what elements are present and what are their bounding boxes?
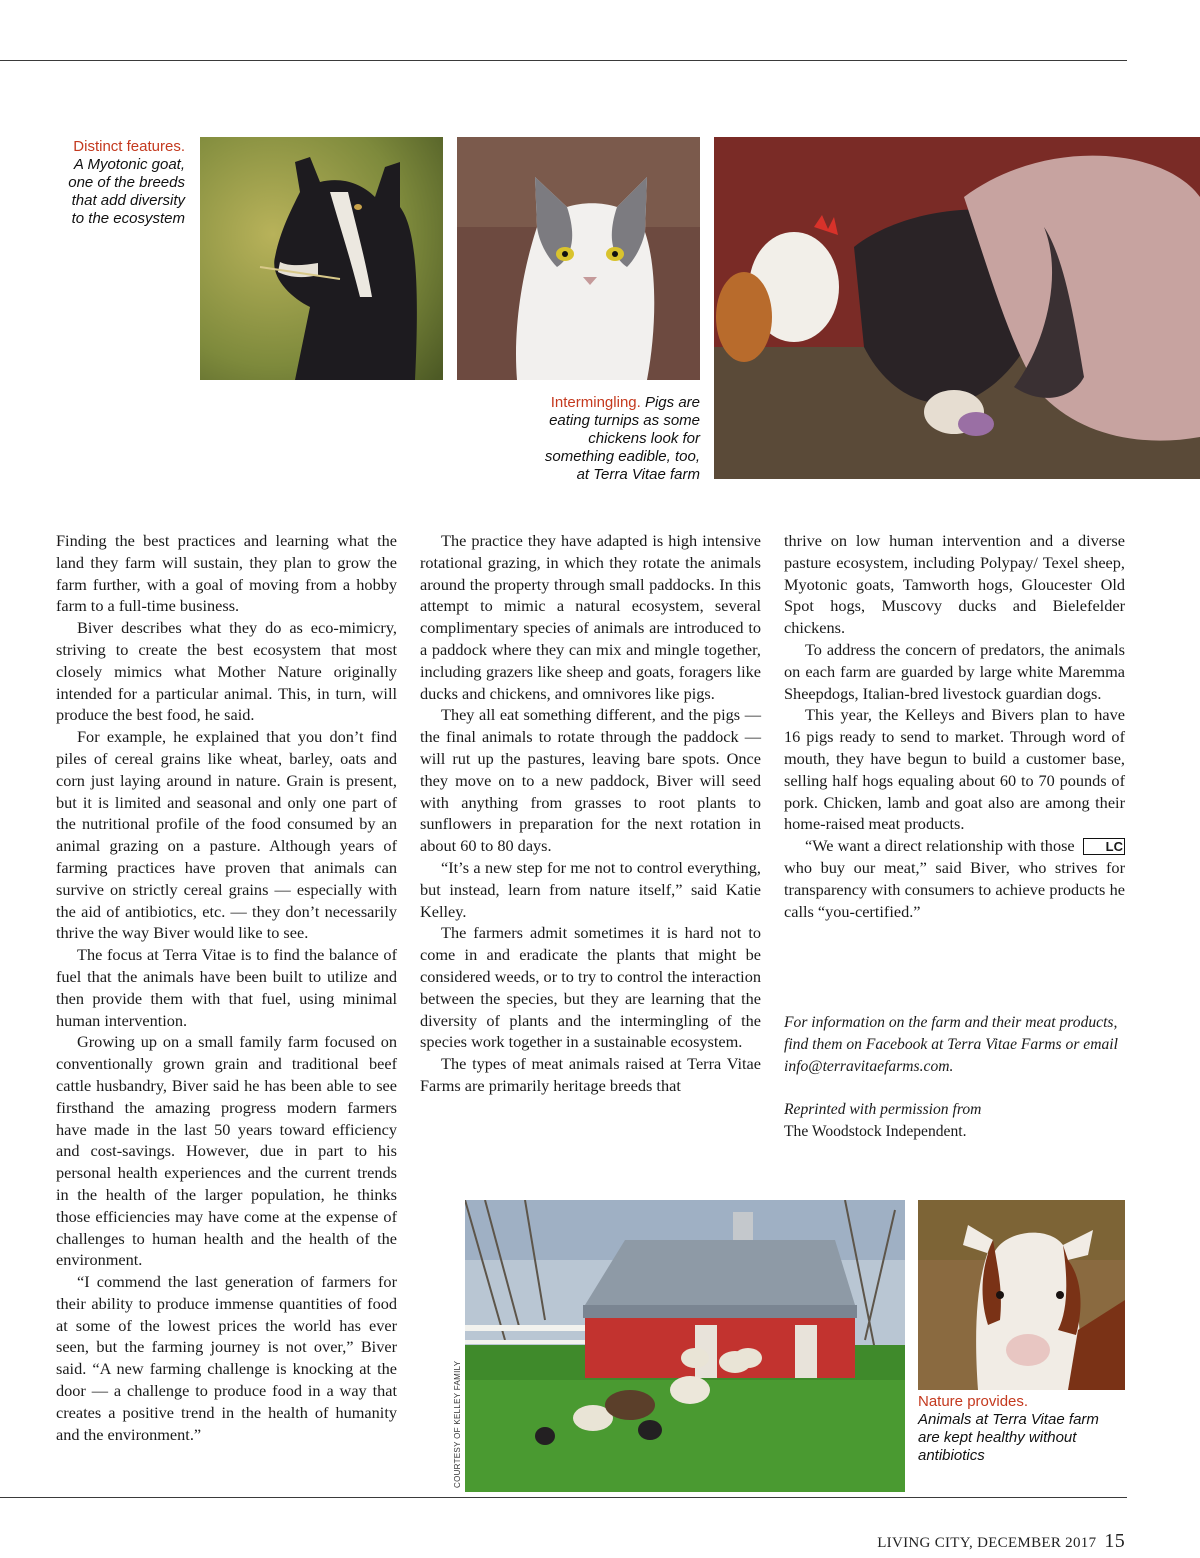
goat-caption-lead: Distinct features. xyxy=(73,138,185,155)
paragraph: “I commend the last generation of farmers for their ability to produce immense quantities of food at some of the lowest prices the world has ever seen, but the farming journey is not over,” Biver said. “A new farming challenge is knocking at the door — a challenge to produce food in a way that creates a positive trend in the health of humanity and the environment.” xyxy=(56,1272,397,1444)
footer-rule xyxy=(0,1497,1127,1498)
reprint-note xyxy=(784,1099,1125,1143)
article-column-2 xyxy=(420,530,761,1097)
cow-caption-body: Animals at Terra Vitae farm are kept healthy without antibiotics xyxy=(918,1411,1099,1464)
cow-photo xyxy=(918,1200,1125,1390)
paragraph: “It’s a new step for me not to control everything, but instead, learn from nature itself,” said Katie Kelley. xyxy=(420,857,761,921)
paragraph: Growing up on a small family farm focused on conventionally grown grain and traditional beef cattle husbandry, Biver said he has been able to see firsthand the amazing progress modern farmers have made in the last 50 years toward efficiency and cost-savings. However, due in part to his personal health experiences and the current trends in the health of the larger population, he thinks those efficiencies may have come at the expense of challenges to human health and the health of the environment. xyxy=(56,1032,397,1270)
end-mark-icon: LC xyxy=(1083,838,1125,855)
cow-caption xyxy=(918,1393,1118,1465)
pigs-caption-lead: Intermingling. xyxy=(550,394,641,411)
paragraph: Biver describes what they do as eco-mimicry, striving to create the best ecosystem that most closely mimics what Mother Nature originally intended for a particular animal. This, in turn, will produce the best food, he said. xyxy=(56,618,397,725)
paragraph-final-text: “We want a direct relationship with those who buy our meat,” said Biver, who strives for transparency with consumers to achieve products he calls “you-certified.” xyxy=(784,836,1125,921)
cow-caption-lead: Nature provides. xyxy=(918,1393,1029,1410)
goat-caption xyxy=(55,138,185,228)
goat-photo xyxy=(200,137,443,380)
cat-photo xyxy=(457,137,700,380)
paragraph: The practice they have adapted is high intensive rotational grazing, in which they rotate the animals around the property through small paddocks. In this attempt to mimic a natural ecosystem, several complimentary species of animals are introduced to a paddock where they can mix and mingle together, including grazers like sheep and goats, foragers like ducks and chickens, and omnivores like pigs. xyxy=(420,531,761,703)
publication-name: LIVING CITY, DECEMBER 2017 xyxy=(877,1535,1097,1551)
paragraph: They all eat something different, and the pigs — the final animals to rotate through the paddock — will rut up the pastures, leaving bare spots. Once they move on to a new paddock, Biver will seed with anything from grasses to root plants to sunflowers in preparation for the next rotation in about 60 to 80 days. xyxy=(420,705,761,856)
reprint-source: The Woodstock Independent. xyxy=(784,1122,967,1140)
reprint-lead: Reprinted with permission from xyxy=(784,1101,982,1118)
paragraph: thrive on low human intervention and a diverse pasture ecosystem, including Polypay/ Texel sheep, Myotonic goats, Tamworth hogs, Gloucester Old Spot hogs, Muscovy ducks and Bielefelder chickens. xyxy=(784,531,1125,638)
paragraph: This year, the Kelleys and Bivers plan to have 16 pigs ready to send to market. Through word of mouth, they have begun to build a customer base, selling half hogs equaling about 60 to 70 pounds of pork. Chicken, lamb and goat also are among their home-raised meat products. xyxy=(784,705,1125,834)
goat-caption-body: A Myotonic goat, one of the breeds that add diversity to the ecosystem xyxy=(68,156,185,227)
paragraph: Finding the best practices and learning what the land they farm will sustain, they plan to grow the farm further, with a goal of moving from a hobby farm to a full-time business. xyxy=(56,531,397,616)
paragraph: For example, he explained that you don’t find piles of cereal grains like wheat, barley, oats and corn just laying around in nature. Grain is present, but it is limited and seasonal and only one part of the nutritional profile of the food consumed by an animal grazing on a pasture. Although years of farming practices have proven that animals can survive on strictly cereal grains — especially with the aid of antibiotics, etc. — they don’t necessarily thrive the way Biver would like to see. xyxy=(56,727,397,943)
page-number: 15 xyxy=(1104,1530,1125,1552)
photo-credit: COURTESY OF KELLEY FAMILY xyxy=(453,1360,462,1488)
info-note xyxy=(784,1012,1125,1077)
pigs-caption-body: Pigs are eating turnips as some chickens look for something eadible, too, at Terra Vitae farm xyxy=(544,394,700,483)
pigs-photo xyxy=(714,137,1200,479)
paragraph: The focus at Terra Vitae is to find the balance of fuel that the animals have been built to utilize and then provide them with that fuel, using minimal human intervention. xyxy=(56,945,397,1030)
header-rule xyxy=(0,60,1127,61)
page-footer xyxy=(877,1530,1125,1553)
paragraph: To address the concern of predators, the animals on each farm are guarded by large white Maremma Sheepdogs, Italian-bred livestock guardian dogs. xyxy=(784,639,1125,703)
paragraph: The farmers admit sometimes it is hard not to come in and eradicate the plants that might be considered weeds, or to try to control the interaction between the species, but they are learning that the diversity of plants and the intermingling of the species work together in a sustainable ecosystem. xyxy=(420,923,761,1052)
article-column-3 xyxy=(784,530,1125,922)
paragraph-final xyxy=(784,835,1125,922)
info-note-text: For information on the farm and their meat products, find them on Facebook at Terra Vitae Farms or email info@terravitaefarms.com. xyxy=(784,1014,1118,1075)
article-column-1 xyxy=(56,530,397,1445)
paragraph: The types of meat animals raised at Terra Vitae Farms are primarily heritage breeds that xyxy=(420,1054,761,1095)
barn-photo xyxy=(465,1200,905,1492)
pigs-caption xyxy=(530,394,700,484)
